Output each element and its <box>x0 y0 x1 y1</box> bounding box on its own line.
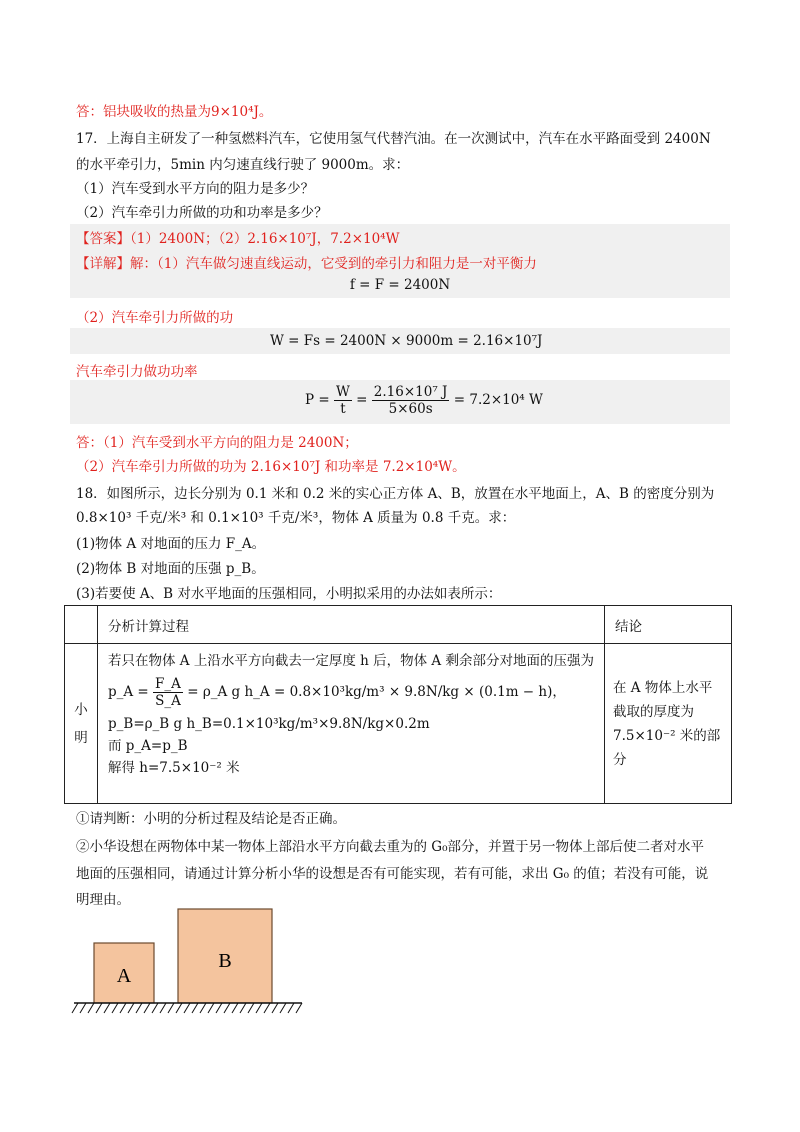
conclusion-line1: 在 A 物体上水平 <box>613 679 713 696</box>
power-result: = 7.2×10⁴ W <box>453 392 543 408</box>
equation-friction: f = F = 2400N <box>349 277 451 293</box>
table-header-blank <box>65 606 98 644</box>
answer-16: 答：铝块吸收的热量为9×10⁴J。 <box>76 104 273 120</box>
detail-tag: 【详解】 <box>76 256 130 272</box>
q18-cont2: 地面的压强相同，请通过计算分析小华的设想是否有可能实现，若有可能，求出 G₀ 的值；若没有可能，说 <box>76 866 709 882</box>
power-frac-values <box>372 384 450 417</box>
answer-text: （1）2400N；（2）2.16×10⁷J，7.2×10⁴W <box>130 231 400 247</box>
q18-judge: ①请判断：小明的分析过程及结论是否正确。 <box>76 811 346 827</box>
answer-line <box>76 227 399 247</box>
detail-line <box>76 252 537 272</box>
table-header-conclusion: 结论 <box>605 606 732 644</box>
process-frac <box>153 676 183 709</box>
process-sa: S_A <box>155 693 181 709</box>
conclusion-line2: 截取的厚度为 <box>613 703 694 720</box>
table-header-process: 分析计算过程 <box>98 606 605 644</box>
answer-17-2: （2）汽车牵引力所做的功为 2.16×10⁷J 和功率是 7.2×10⁴W。 <box>76 459 466 475</box>
q17-sub2: （2）汽车牵引力所做的功和功率是多少？ <box>76 205 328 221</box>
q18-sub1: (1)物体 A 对地面的压力 F_A。 <box>76 536 266 552</box>
equation-work: W = Fs = 2400N × 9000m = 2.16×10⁷J <box>270 333 543 349</box>
q18-sub2: (2)物体 B 对地面的压强 p_B。 <box>76 561 265 577</box>
process-fa: F_A <box>155 676 181 692</box>
block-a-label: A <box>116 965 132 987</box>
power-t: t <box>340 401 346 417</box>
q18-line2: 0.8×10³ 千克/米³ 和 0.1×10³ 千克/米³，物体 A 质量为 0.8 千克。求： <box>76 510 516 526</box>
table-process-cell <box>98 644 605 804</box>
row-label-text: 小明 <box>74 701 88 746</box>
power-num: 2.16×10⁷ J <box>373 384 448 400</box>
power-p: P = <box>305 392 330 408</box>
work-label: （2）汽车牵引力所做的功 <box>76 310 234 326</box>
table-row-label <box>65 644 98 804</box>
block-b-label: B <box>218 950 232 972</box>
power-eq-sign: = <box>356 392 368 408</box>
answer-17-1: 答：（1）汽车受到水平方向的阻力是 2400N； <box>76 435 358 451</box>
process-eq-rest: = ρ_A g h_A = 0.8×10³kg/m³ × 9.8N/kg × (0.1m − h)， <box>187 684 566 700</box>
power-den: 5×60s <box>388 401 433 417</box>
answer-tag: 【答案】 <box>76 231 130 247</box>
process-equation <box>108 676 594 709</box>
q18-cont1: ②小华设想在两物体中某一物体上部沿水平方向截去重为的 G₀部分，并置于另一物体上部后使二者对水平 <box>76 839 704 855</box>
q17-sub1: （1）汽车受到水平方向的阻力是多少？ <box>76 181 315 197</box>
q17-line1: 17．上海自主研发了一种氢燃料汽车，它使用氢气代替汽油。在一次测试中，汽车在水平路面受到 2400N <box>76 131 711 147</box>
process-line5: 解得 h=7.5×10⁻² 米 <box>108 760 240 776</box>
method-table <box>64 605 732 804</box>
ground-hatching <box>72 1003 302 1013</box>
q18-sub3: (3)若要使 A、B 对水平地面的压强相同，小明拟采用的办法如表所示： <box>76 586 502 602</box>
q18-line1: 18．如图所示，边长分别为 0.1 米和 0.2 米的实心正方体 A、B，放置在水平地面上，A、B 的密度分别为 <box>76 486 715 502</box>
power-frac-wt <box>334 384 352 417</box>
equation-power <box>305 384 543 417</box>
detail-text: 解：（1）汽车做匀速直线运动，它受到的牵引力和阻力是一对平衡力 <box>130 256 537 272</box>
process-line1: 若只在物体 A 上沿水平方向截去一定厚度 h 后，物体 A 剩余部分对地面的压强为 <box>108 653 594 669</box>
q17-line2: 的水平牵引力，5min 内匀速直线行驶了 9000m。求： <box>76 157 410 173</box>
conclusion-line3: 7.5×10⁻² 米的部分 <box>613 727 721 768</box>
power-w: W <box>335 384 350 400</box>
power-label: 汽车牵引力做功功率 <box>76 364 198 380</box>
table-conclusion-cell <box>605 644 732 804</box>
process-line4: 而 p_A=p_B <box>108 738 188 754</box>
q18-cont3: 明理由。 <box>76 892 130 908</box>
process-pa: p_A = <box>108 684 149 700</box>
process-line3: p_B=ρ_B g h_B=0.1×10³kg/m³×9.8N/kg×0.2m <box>108 716 430 732</box>
blocks-figure <box>70 905 310 1025</box>
